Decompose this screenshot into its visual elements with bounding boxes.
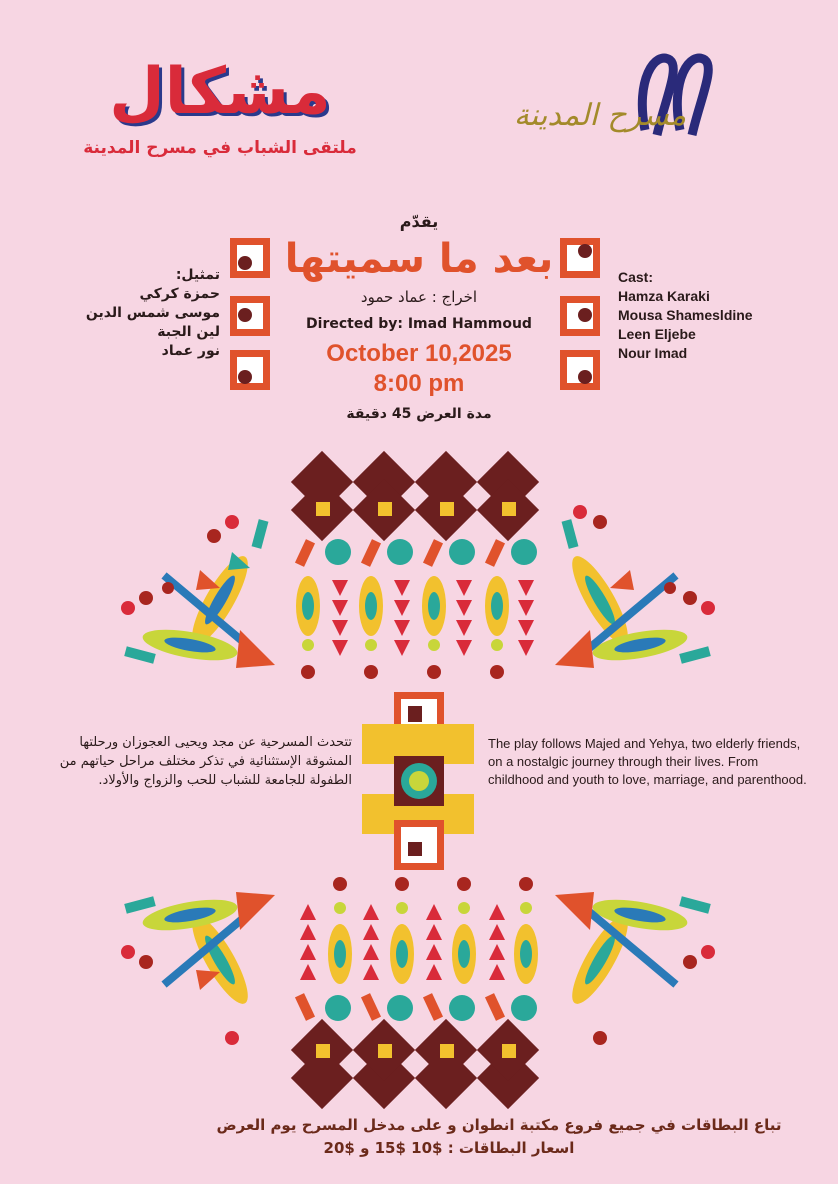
cast-arabic-heading: تمثيل: [175, 267, 220, 283]
show-date: October 10,2025 [326, 340, 512, 367]
frame-ornament [560, 350, 600, 390]
cast-member: Mousa Shamesldine [618, 307, 753, 323]
presents-label: يقدّم [399, 212, 439, 231]
cast-english [618, 268, 753, 363]
cast-member: موسى شمس الدين [85, 305, 220, 321]
director-english: Directed by: Imad Hammoud [306, 316, 532, 332]
cast-member: لين الجبة [157, 324, 220, 340]
theatre-logo [485, 40, 725, 140]
frame-ornament [560, 238, 600, 278]
show-duration: مدة العرض 45 دقيقة [346, 406, 492, 422]
show-time: 8:00 pm [373, 370, 465, 397]
festival-logo-title: مشكال [109, 55, 331, 129]
description-arabic: تتحدث المسرحية عن مجد ويحيى العجوزان ورحلتها المشوقة الإستثنائية في تذكر مختلف مراحل حياتهم من الطفولة للجامعة للشباب للحب والزواج والأولاد. [59, 735, 352, 788]
central-motif [362, 692, 474, 870]
ticket-info [0, 1114, 838, 1160]
cast-english-heading: Cast: [618, 269, 654, 285]
upper-pattern [120, 451, 715, 679]
cast-member: Nour Imad [618, 345, 688, 361]
play-title: بعد ما سميتها [284, 236, 554, 282]
frame-ornament [230, 238, 270, 278]
frame-ornament [230, 296, 270, 336]
frame-ornament [230, 350, 270, 390]
description-english: The play follows Majed and Yehya, two elderly friends, on a nostalgic journey through their lives. From childhood and youth to love, marriage, and parenthood. [488, 736, 807, 787]
cast-member: نور عماد [161, 343, 220, 359]
director-arabic: اخراج : عماد حمود [360, 288, 478, 306]
cast-member: حمزة كركي [139, 286, 220, 302]
festival-logo-subtitle: ملتقى الشباب في مسرح المدينة [83, 138, 357, 158]
cast-arabic [86, 266, 220, 361]
cast-member: Hamza Karaki [618, 288, 710, 304]
frame-ornament [560, 296, 600, 336]
lower-pattern [121, 877, 715, 1109]
cast-member: Leen Eljebe [618, 326, 696, 342]
ticket-prices: اسعار البطاقات : $10 $15 و $20 [323, 1139, 575, 1157]
festival-logo [80, 55, 360, 158]
ticket-sales-locations: تباع البطاقات في جميع فروع مكتبة انطوان و على مدخل المسرح يوم العرض [216, 1116, 782, 1134]
theatre-logo-text: مسرح المدينة [513, 98, 687, 133]
